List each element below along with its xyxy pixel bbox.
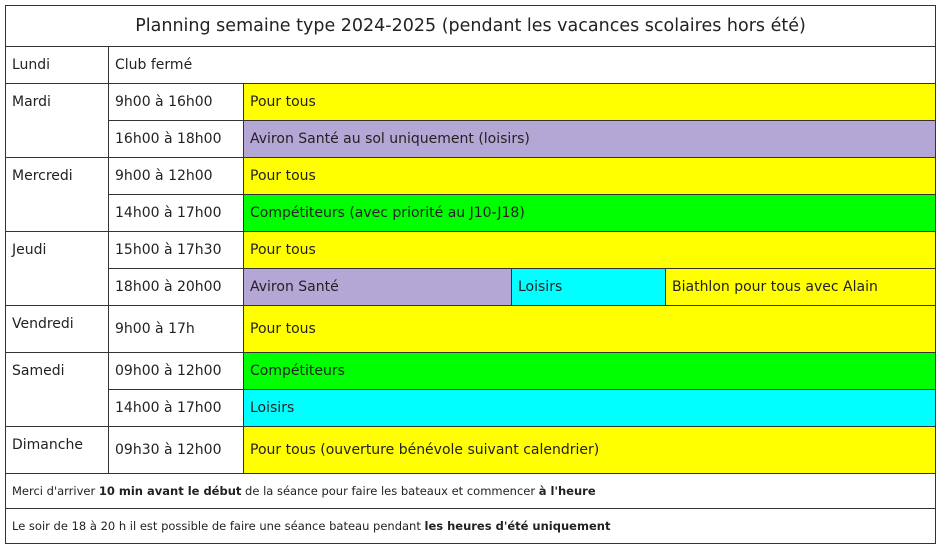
day-label-mercredi: Mercredi — [6, 158, 109, 232]
time-cell: 09h00 à 12h00 — [109, 353, 244, 390]
day-row-dimanche — [6, 427, 936, 474]
schedule-title: Planning semaine type 2024-2025 (pendant les vacances scolaires hors été) — [6, 6, 936, 47]
slot-row — [6, 269, 936, 306]
time-cell: 14h00 à 17h00 — [109, 390, 244, 427]
note-emphasis: les heures d'été uniquement — [424, 519, 611, 533]
activity-cell: Pour tous — [244, 84, 936, 121]
activity-cell: Pour tous — [244, 306, 936, 353]
activity-cell-loisirs: Loisirs — [512, 269, 666, 306]
day-label-lundi: Lundi — [6, 47, 109, 84]
time-cell: 14h00 à 17h00 — [109, 195, 244, 232]
day-label-samedi: Samedi — [6, 353, 109, 427]
schedule-table — [5, 5, 936, 544]
day-row-samedi — [6, 353, 936, 390]
note-emphasis: à l'heure — [538, 484, 596, 498]
activity-cell: Pour tous (ouverture bénévole suivant calendrier) — [244, 427, 936, 474]
activity-cell: Loisirs — [244, 390, 936, 427]
time-cell: 9h00 à 16h00 — [109, 84, 244, 121]
closed-cell: Club fermé — [109, 47, 936, 84]
time-cell: 18h00 à 20h00 — [109, 269, 244, 306]
day-label-dimanche: Dimanche — [6, 427, 109, 474]
note-emphasis: 10 min avant le début — [98, 484, 242, 498]
day-row-mardi — [6, 84, 936, 121]
time-cell: 9h00 à 17h — [109, 306, 244, 353]
time-cell: 16h00 à 18h00 — [109, 121, 244, 158]
activity-cell-aviron-sante: Aviron Santé — [244, 269, 512, 306]
day-label-vendredi: Vendredi — [6, 306, 109, 353]
slot-row — [6, 390, 936, 427]
activity-cell: Pour tous — [244, 232, 936, 269]
note-row-arrival — [6, 474, 936, 509]
arrival-note — [6, 474, 936, 509]
title-row — [6, 6, 936, 47]
slot-row — [6, 121, 936, 158]
note-row-evening — [6, 509, 936, 544]
slot-row — [6, 195, 936, 232]
day-row-vendredi — [6, 306, 936, 353]
time-cell: 15h00 à 17h30 — [109, 232, 244, 269]
evening-note — [6, 509, 936, 544]
day-row-lundi — [6, 47, 936, 84]
activity-cell-biathlon: Biathlon pour tous avec Alain — [666, 269, 936, 306]
activity-cell: Compétiteurs (avec priorité au J10-J18) — [244, 195, 936, 232]
activity-cell: Compétiteurs — [244, 353, 936, 390]
note-text: Le soir de 18 à 20 h il est possible de faire une séance bateau pendant — [12, 519, 425, 533]
time-cell: 09h30 à 12h00 — [109, 427, 244, 474]
day-row-mercredi — [6, 158, 936, 195]
activity-cell: Pour tous — [244, 158, 936, 195]
note-text: de la séance pour faire les bateaux et commencer — [241, 484, 539, 498]
day-label-mardi: Mardi — [6, 84, 109, 158]
time-cell: 9h00 à 12h00 — [109, 158, 244, 195]
activity-cell: Aviron Santé au sol uniquement (loisirs) — [244, 121, 936, 158]
note-text: Merci d'arriver — [12, 484, 99, 498]
day-row-jeudi — [6, 232, 936, 269]
day-label-jeudi: Jeudi — [6, 232, 109, 306]
